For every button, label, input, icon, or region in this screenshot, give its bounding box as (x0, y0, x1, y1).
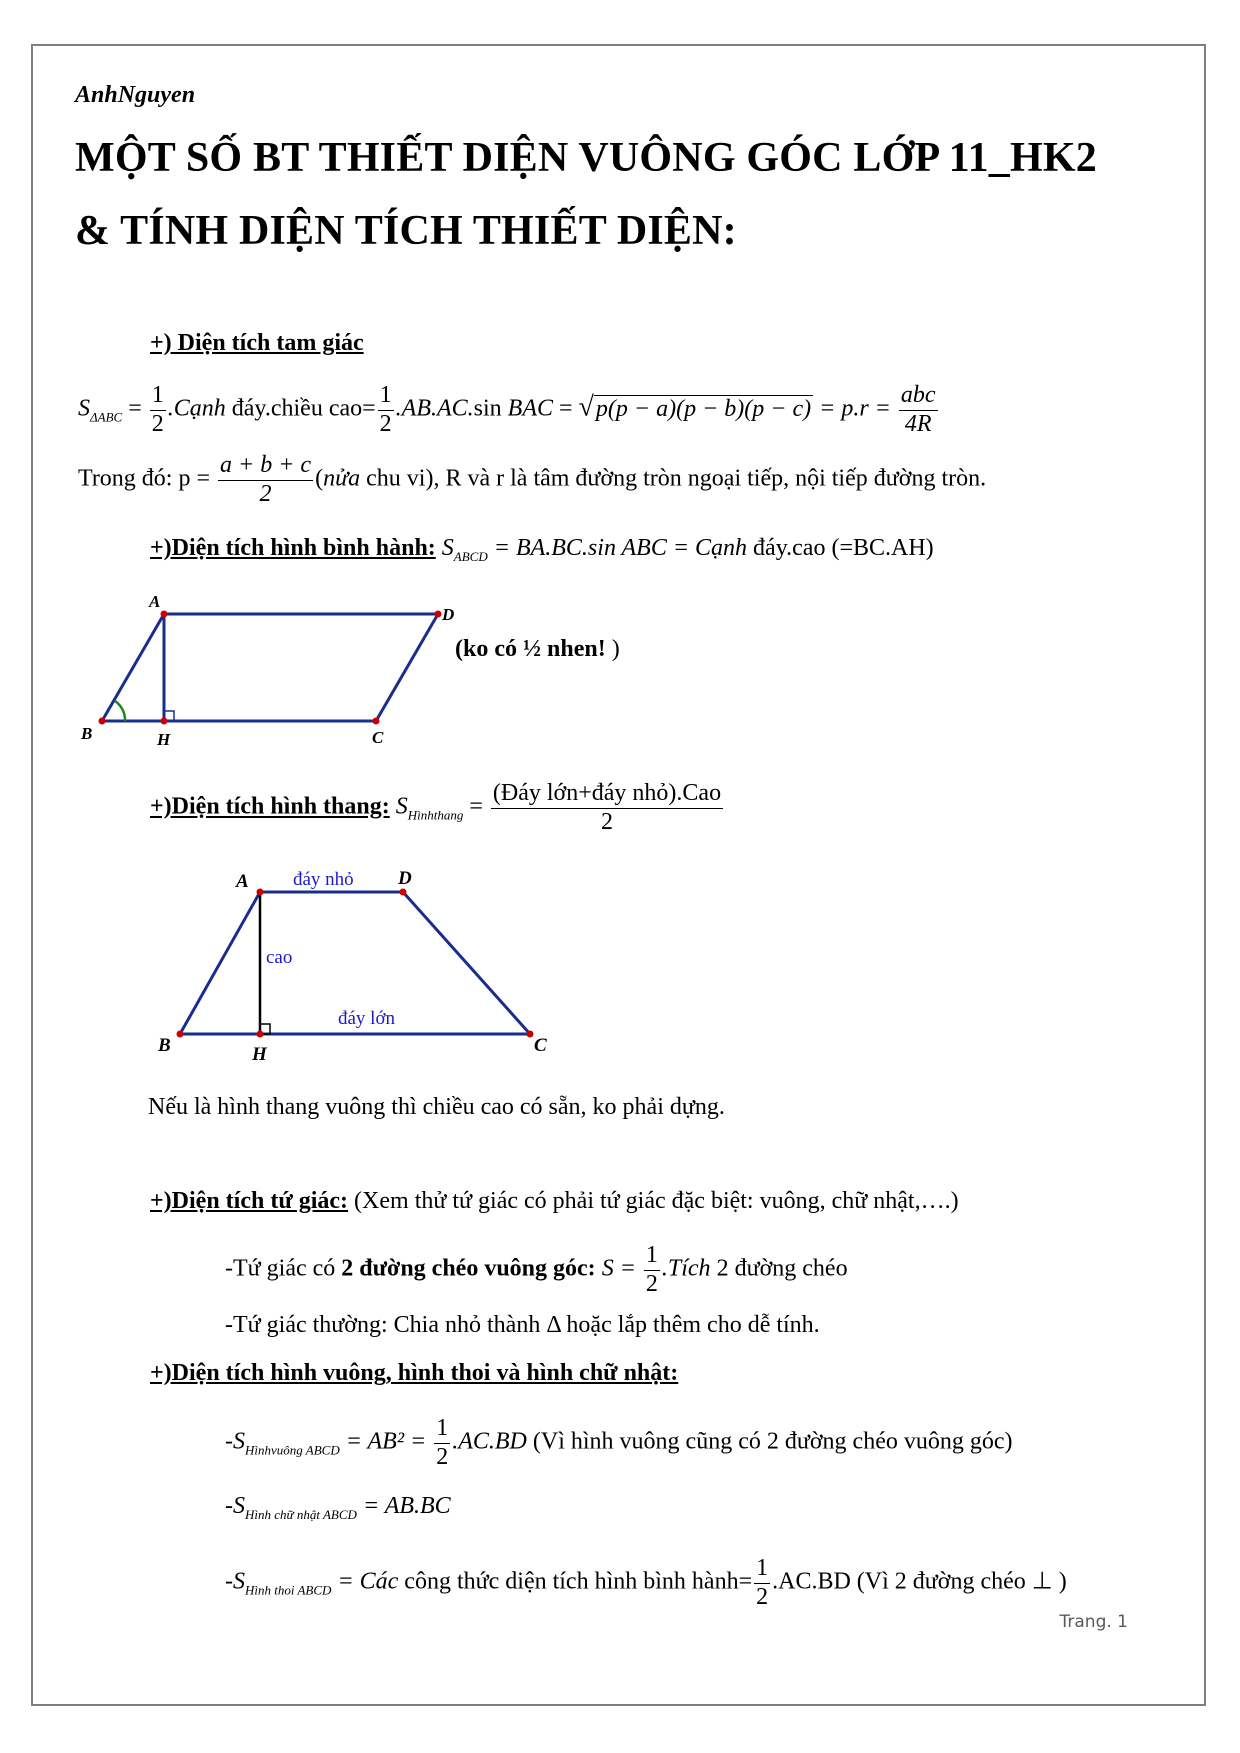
parallelogram-formula: = BA.BC.sin ABC = Cạnh (487, 535, 748, 561)
label-a: A (149, 592, 161, 611)
parallelogram-diagram (75, 590, 475, 750)
point-a (257, 889, 264, 896)
area-symbol: S (233, 1428, 245, 1455)
special-heading: +)Diện tích hình vuông, hình thoi và hình chữ nhật: (150, 1360, 679, 1386)
rhombus-tail: .AC.BD (Vì 2 đường chéo ⊥ ) (772, 1568, 1067, 1595)
dash: - (225, 1568, 233, 1595)
area-symbol: S = (595, 1255, 642, 1282)
title-line-1: MỘT SỐ BT THIẾT DIỆN VUÔNG GÓC LỚP 11_HK2 (75, 135, 1097, 181)
sqrt-icon: √ (578, 391, 594, 423)
trapezoid-note: Nếu là hình thang vuông thì chiều cao có sẵn, ko phải dựng. (148, 1094, 725, 1120)
quadrilateral-line-1 (225, 1242, 848, 1298)
label-c: C (534, 1035, 547, 1056)
area-subscript: Hìnhthang (407, 807, 464, 823)
rhombus-formula-italic: = Các (331, 1568, 399, 1595)
half-fraction: $\frac{1}{2}$ (645, 1242, 658, 1297)
area-subscript: Hình thoi ABCD (245, 1582, 332, 1598)
area-symbol: S (395, 793, 408, 820)
line-tail-italic: .Tích (661, 1255, 711, 1282)
point-h (257, 1031, 264, 1038)
point-b (99, 718, 106, 725)
area-subscript: ΔABC (90, 409, 123, 425)
triangle-formula (78, 382, 940, 438)
area-subscript: ABCD (453, 548, 488, 564)
where-prefix: Trong đó: p = (78, 465, 217, 492)
dash: - (225, 1493, 233, 1519)
label-h: H (157, 730, 171, 749)
point-b (177, 1031, 184, 1038)
paren: ( (315, 465, 324, 492)
eq: = (463, 793, 489, 820)
where-mid: nửa (323, 465, 361, 492)
point-d (435, 611, 442, 618)
sin-function: sin (473, 395, 502, 422)
title-line-2: & TÍNH DIỆN TÍCH THIẾT DIỆN: (75, 208, 737, 254)
area-subscript: Hình chữ nhật ABCD (245, 1506, 357, 1522)
label-a: A (236, 871, 249, 892)
parallelogram-note (455, 636, 620, 663)
label-b: B (158, 1035, 171, 1056)
rectangle-formula-body: = AB.BC (356, 1493, 451, 1519)
parallelogram-line (150, 535, 934, 565)
author: AnhNguyen (75, 82, 196, 108)
formula-part: .Cạnh (167, 395, 226, 422)
half-fraction: $\frac{1}{2}$ (756, 1555, 769, 1610)
trapezoid-diagram (150, 862, 570, 1067)
parallelogram-shape (102, 614, 438, 721)
eq: = (122, 395, 148, 422)
line-prefix: -Tứ giác có (225, 1255, 342, 1282)
note-text: (ko có ½ nhen! (455, 636, 606, 662)
rhombus-formula-body: công thức diện tích hình bình hành= (398, 1568, 753, 1595)
quadrilateral-heading: +)Diện tích tứ giác: (150, 1188, 349, 1214)
line-bold: 2 đường chéo vuông góc: (341, 1255, 596, 1282)
dash: - (225, 1428, 233, 1455)
quadrilateral-line-2: -Tứ giác thường: Chia nhỏ thành Δ hoặc lắp thêm cho dễ tính. (225, 1312, 820, 1338)
label-c: C (372, 728, 384, 747)
formula-part: .AB.AC. (395, 395, 474, 422)
area-subscript: Hìnhvuông ABCD (245, 1442, 340, 1458)
rectangle-formula (225, 1493, 451, 1523)
label-d: D (442, 605, 455, 624)
area-symbol: S (233, 1568, 245, 1595)
page-number: Trang. 1 (1059, 1612, 1128, 1632)
square-tail: (Vì hình vuông cũng có 2 đường chéo vuông góc) (526, 1428, 1013, 1455)
formula-part: đáy.chiều cao= (225, 395, 376, 422)
angle-bac: BAC (501, 395, 553, 422)
label-h: H (252, 1044, 267, 1065)
point-a (161, 611, 168, 618)
line-tail: 2 đường chéo (710, 1255, 848, 1282)
quadrilateral-heading-tail: (Xem thử tứ giác có phải tứ giác đặc biệt: vuông, chữ nhật,….) (348, 1188, 959, 1214)
quadrilateral-line (150, 1188, 959, 1215)
label-d: D (398, 868, 412, 889)
trapezoid-heading: +)Diện tích hình thang: (150, 793, 390, 820)
square-formula-body: = AB² = (339, 1428, 433, 1455)
half-fraction: $\frac{1}{2}$ (436, 1415, 449, 1470)
point-c (373, 718, 380, 725)
point-d (400, 889, 407, 896)
where-suffix: chu vi), R và r là tâm đường tròn ngoại tiếp, nội tiếp đường tròn. (360, 465, 987, 492)
eq: = (553, 395, 579, 422)
formula-part: = p.r = (813, 395, 897, 422)
square-formula (225, 1415, 1013, 1471)
angle-arc (115, 701, 125, 721)
p-fraction: $\frac{a + b + c}{2}$ (220, 452, 312, 507)
label-large-base: đáy lớn (338, 1008, 396, 1029)
parallelogram-formula-tail: đáy.cao (=BC.AH) (747, 535, 934, 561)
point-c (527, 1031, 534, 1038)
half-fraction: $\frac{1}{2}$ (379, 382, 392, 437)
parallelogram-heading: +)Diện tích hình bình hành: (150, 535, 436, 561)
rhombus-formula (225, 1555, 1067, 1611)
label-height: cao (266, 947, 293, 968)
triangle-heading: +) Diện tích tam giác (150, 330, 364, 356)
note-close: ) (605, 636, 620, 662)
triangle-where (78, 452, 986, 508)
trapezoid-line (150, 780, 725, 836)
area-symbol: S (78, 395, 90, 422)
area-symbol: S (441, 535, 454, 561)
point-h (161, 718, 168, 725)
abc-fraction: $\frac{\text{abc}}{4R}$ (900, 382, 936, 437)
label-b: B (81, 724, 93, 743)
heron-formula: p(p − a)(p − b)(p − c) (595, 395, 812, 422)
square-tail-italic: .AC.BD (452, 1428, 527, 1455)
half-fraction: $\frac{1}{2}$ (151, 382, 164, 437)
area-symbol: S (233, 1493, 245, 1519)
label-small-base: đáy nhỏ (293, 869, 354, 890)
trapezoid-fraction: $\frac{\text{(Đáy lớn+đáy nhỏ).Cao}}{2}$ (492, 780, 722, 835)
